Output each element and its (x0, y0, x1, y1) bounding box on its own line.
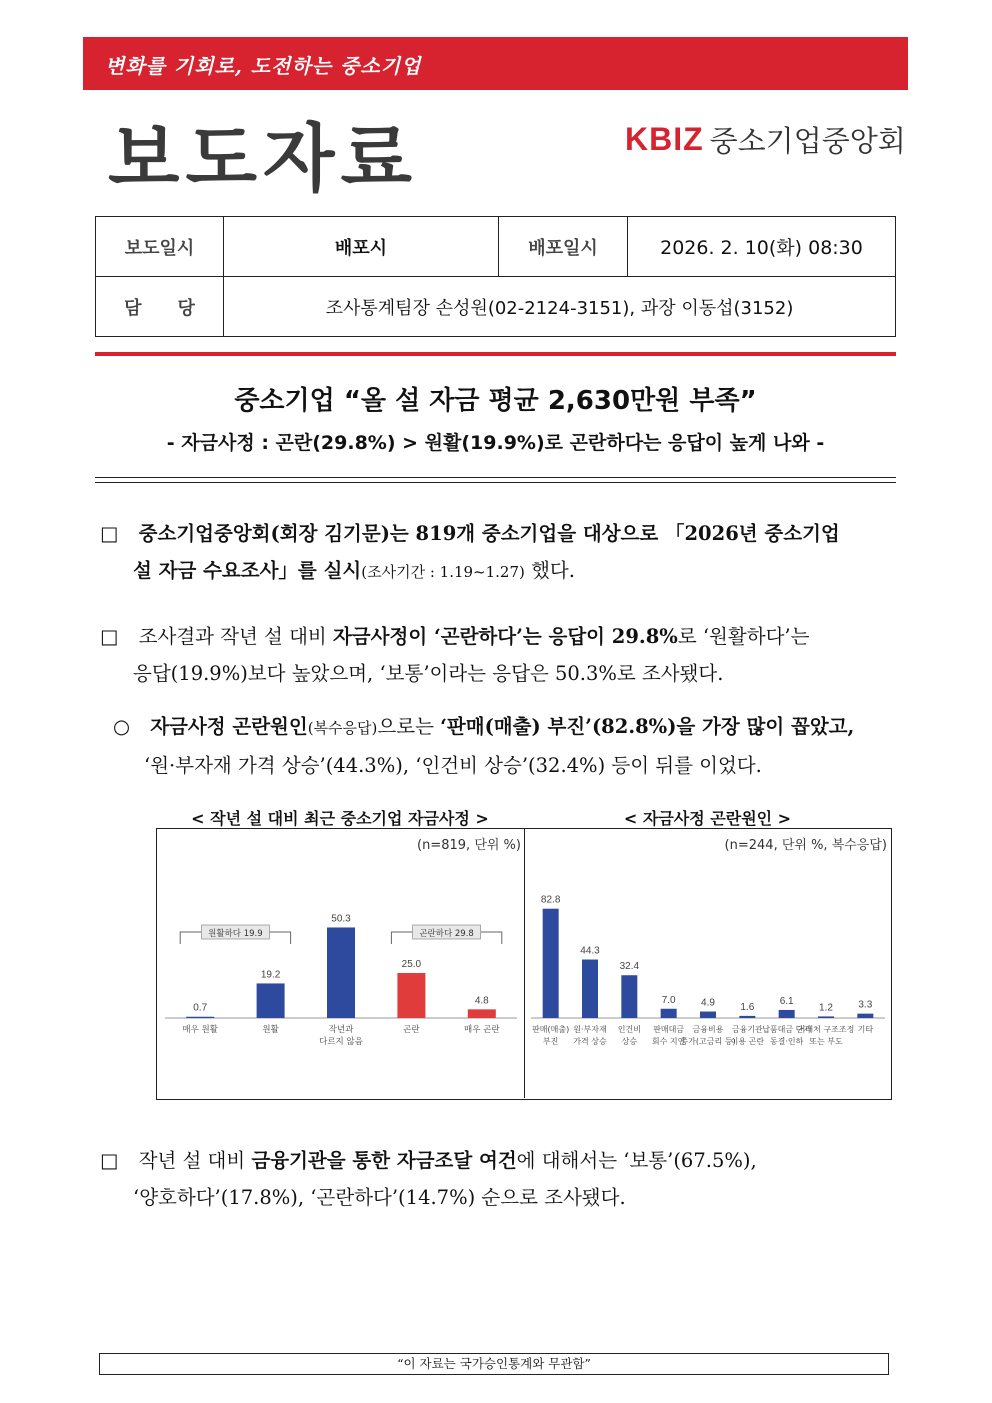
bar (327, 927, 355, 1018)
category-label: 곤란 (403, 1025, 420, 1035)
category-label: 매우 원활 (182, 1025, 218, 1035)
release-info-table (95, 216, 896, 337)
category-label: 작년과 (328, 1025, 354, 1035)
data-label: 3.3 (858, 999, 873, 1011)
p4-bold-1: 금융기관을 통한 자금조달 여건 (251, 1149, 517, 1172)
square-bullet-icon: □ (100, 1149, 119, 1172)
p2-bold-1: 자금사정이 ‘곤란하다’는 응답이 29.8% (332, 625, 678, 648)
p1-line2-end: 했다. (524, 559, 575, 582)
bar (621, 975, 637, 1018)
p2-line2: 응답(19.9%)보다 높았으며, ‘보통’이라는 응답은 50.3%로 조사됐다. (133, 662, 724, 685)
distribution-value: 2026. 2. 10(화) 08:30 (628, 217, 896, 277)
contact-value: 조사통계팀장 손성원(02-2124-3151), 과장 이동섭(3152) (224, 277, 896, 337)
p4-text-2: 에 대해서는 ‘보통’(67.5%), (516, 1149, 757, 1172)
paragraph-3 (113, 708, 900, 784)
logo-org-name: 중소기업중앙회 (709, 123, 906, 158)
category-label: 원활 (262, 1025, 279, 1035)
data-label: 1.6 (740, 1001, 755, 1013)
chart-financial-condition (157, 829, 524, 1097)
data-label: 50.3 (331, 913, 351, 925)
category-label: 부진 (542, 1037, 559, 1046)
top-banner (83, 37, 908, 90)
paragraph-1 (100, 515, 900, 591)
bar (468, 1009, 496, 1018)
contact-label: 담 당 (96, 277, 224, 337)
release-label: 보도일시 (96, 217, 224, 277)
banner-slogan: 변화를 기회로, 도전하는 중소기업 (105, 54, 422, 78)
category-label: 상승 (621, 1037, 638, 1046)
category-label: 또는 부도 (809, 1037, 843, 1046)
bar (857, 1014, 873, 1018)
footer-note: “이 자료는 국가승인통계와 무관함” (99, 1353, 889, 1375)
circle-bullet-icon: ○ (113, 715, 131, 738)
category-label: 납품대금 단가 (762, 1025, 812, 1034)
paragraph-4 (100, 1142, 900, 1216)
category-label: 금융비용 (692, 1025, 724, 1034)
bracket-label: 원활하다 19.9 (208, 929, 263, 939)
p3-text-1: 으로는 (377, 715, 441, 738)
category-label: 이용 곤란 (730, 1037, 765, 1046)
p4-text-1: 작년 설 대비 (138, 1149, 252, 1172)
bar (257, 983, 285, 1018)
p3-bold-1: 자금사정 곤란원인 (150, 715, 308, 738)
p2-text-1: 조사결과 작년 설 대비 (138, 625, 333, 648)
p3-multi-response: (복수응답) (307, 719, 378, 737)
bar (779, 1010, 795, 1018)
p1-line2-bold: 설 자금 수요조사」를 실시 (133, 559, 362, 582)
bar (543, 909, 559, 1018)
p3-line2: ‘원·부자재 가격 상승’(44.3%), ‘인건비 상승’(32.4%) 등이 뒤를 이었다. (144, 754, 762, 777)
category-label: 원·부자재 (573, 1025, 607, 1034)
bar (397, 973, 425, 1018)
bracket-label: 곤란하다 29.8 (419, 929, 474, 939)
bar (661, 1009, 677, 1018)
subheadline: - 자금사정 : 곤란(29.8%) > 원활(19.9%)로 곤란하다는 응답이 높게 나와 - (166, 432, 825, 454)
chart-difficulty-causes (525, 829, 889, 1097)
paragraph-2 (100, 618, 900, 692)
category-label: 판매대금 (653, 1025, 685, 1034)
p3-bold-2: ‘판매(매출) 부진’(82.8%)을 가장 많이 꼽았고, (440, 715, 855, 738)
category-label: 동결·인하 (769, 1037, 804, 1046)
data-label: 4.8 (474, 995, 489, 1007)
chart-note: (n=244, 단위 %, 복수응답) (724, 838, 887, 853)
bar (818, 1016, 834, 1018)
data-label: 6.1 (779, 995, 794, 1007)
data-label: 25.0 (401, 959, 422, 970)
data-label: 7.0 (661, 994, 676, 1006)
bar (582, 960, 598, 1018)
category-label: 금융기관 (731, 1025, 763, 1034)
kbiz-logo (625, 121, 906, 157)
p1-lead: 중소기업중앙회(회장 김기문)는 819개 중소기업을 대상으로 「2026년 중소기업 (138, 522, 840, 545)
data-label: 1.2 (819, 1002, 833, 1014)
data-label: 0.7 (193, 1002, 208, 1014)
square-bullet-icon: □ (100, 625, 119, 648)
bar (739, 1016, 755, 1018)
chart1-title: < 작년 설 대비 최근 중소기업 자금사정 > (191, 809, 489, 828)
divider-line (95, 477, 896, 478)
p1-survey-period: (조사기간 : 1.19~1.27) (361, 563, 525, 581)
release-value: 배포시 (224, 217, 499, 277)
data-label: 44.3 (580, 945, 600, 957)
distribution-label: 배포일시 (499, 217, 628, 277)
data-label: 4.9 (701, 997, 715, 1009)
category-label: 판매(매출) (532, 1025, 570, 1034)
data-label: 32.4 (619, 961, 640, 973)
p2-text-2: 로 ‘원활하다’는 (677, 625, 810, 648)
bar (700, 1012, 716, 1018)
category-label: 기타 (857, 1025, 874, 1034)
headline: 중소기업 “올 설 자금 평균 2,630만원 부족” (234, 386, 757, 416)
p4-line2: ‘양호하다’(17.8%), ‘곤란하다’(14.7%) 순으로 조사됐다. (133, 1186, 626, 1209)
data-label: 19.2 (260, 969, 281, 981)
category-label: 매우 곤란 (464, 1025, 500, 1035)
logo-mark: KBIZ (625, 120, 704, 157)
category-label: 인건비 (617, 1025, 641, 1034)
bar (186, 1017, 214, 1018)
data-label: 82.8 (540, 894, 561, 906)
category-label: 회수 지연 (651, 1037, 686, 1046)
category-label: 다르지 않음 (319, 1037, 363, 1047)
document-title: 보도자료 (108, 116, 418, 202)
divider-line (95, 482, 896, 483)
red-divider (95, 352, 896, 356)
category-label: 증가(고금리 등) (680, 1037, 736, 1046)
category-label: 거래처 구조조정 (797, 1025, 855, 1034)
chart-note: (n=819, 단위 %) (417, 838, 521, 853)
square-bullet-icon: □ (100, 522, 119, 545)
category-label: 가격 상승 (573, 1037, 607, 1046)
chart2-title: < 자금사정 곤란원인 > (623, 809, 792, 828)
